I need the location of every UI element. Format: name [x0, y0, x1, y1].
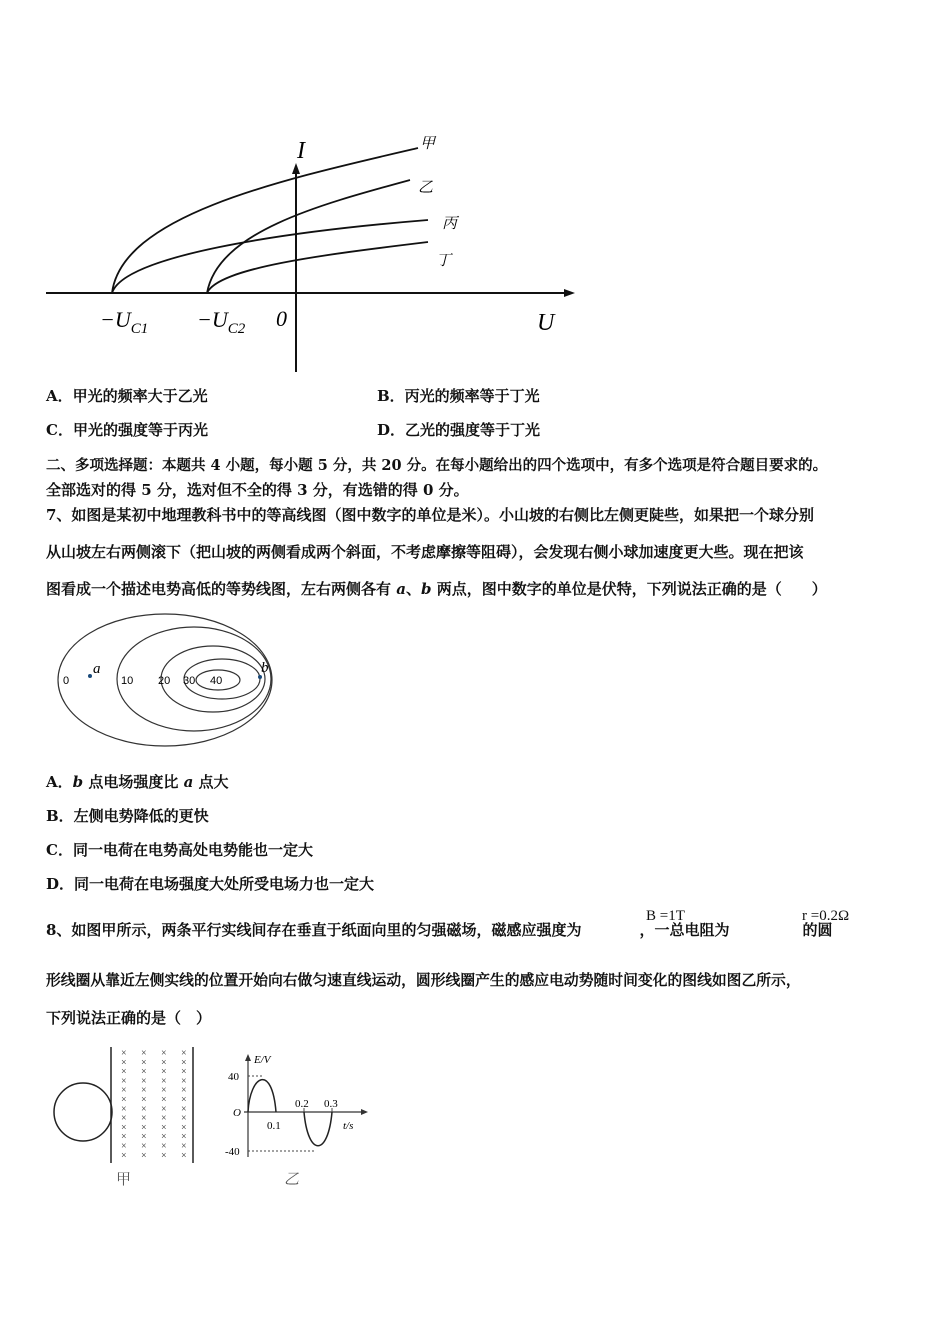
curve-label-ding: 丁 — [436, 253, 452, 269]
origin-o: O — [233, 1107, 241, 1119]
field-mark: × — [141, 1057, 147, 1069]
field-mark: × — [141, 1094, 147, 1106]
iu-graph — [0, 0, 950, 380]
q7-option-d: D．同一电荷在电场强度大处所受电场力也一定大 — [46, 875, 375, 893]
field-mark: × — [161, 1103, 167, 1115]
neg-uc1-label: $-U_{C1}$ — [100, 307, 149, 337]
figure-yi — [218, 1045, 378, 1190]
e-axis-arrow — [245, 1054, 251, 1061]
field-mark: × — [181, 1122, 187, 1134]
field-mark: × — [181, 1113, 187, 1125]
field-mark: × — [181, 1085, 187, 1097]
curve-label-bing: 丙 — [442, 216, 458, 232]
origin-label: 0 — [276, 306, 287, 331]
contour-label-20: 20 — [158, 675, 171, 687]
tick-label-01: 0.1 — [267, 1120, 281, 1132]
field-mark: × — [141, 1066, 147, 1078]
e-axis-label: E/V — [254, 1054, 271, 1066]
formula-r: r =0.2Ω — [802, 908, 850, 924]
field-mark: × — [141, 1048, 147, 1059]
field-mark: × — [161, 1094, 167, 1106]
q6-option-d: D．乙光的强度等于丁光 — [377, 421, 541, 439]
field-mark: × — [181, 1131, 187, 1143]
section2-line1: 二、多项选择题：本题共 4 小题，每小题 5 分，共 20 分。在每小题给出的四个选项中，有多个选项是符合题目要求的。 — [46, 457, 828, 474]
formula-b: B =1T — [646, 908, 685, 924]
field-mark: × — [121, 1075, 127, 1087]
contour-label-30: 30 — [183, 675, 196, 687]
field-mark: × — [141, 1122, 147, 1134]
q7-line1: 7、如图是某初中地理教科书中的等高线图（图中数字的单位是米）。小山坡的右侧比左侧更陡些，如果把一个球分别 — [46, 506, 814, 524]
q8-line2: 形线圈从靠近左侧实线的位置开始向右做匀速直线运动，圆形线圈产生的感应电动势随时间变化的图线如图乙所示， — [46, 972, 801, 989]
figure-jia — [50, 1045, 210, 1190]
field-mark: × — [181, 1150, 187, 1162]
curve-ding — [207, 242, 428, 293]
point-a-label: a — [93, 661, 101, 677]
field-mark: × — [121, 1150, 127, 1162]
q8-line1: 8、如图甲所示，两条平行实线间存在垂直于纸面向里的匀强磁场，磁感应强度为 ，一总电阻为 的圆 — [46, 921, 833, 939]
field-mark: × — [181, 1066, 187, 1078]
fig-jia-label: 甲 — [116, 1172, 132, 1188]
field-mark: × — [141, 1085, 147, 1097]
field-mark: × — [161, 1048, 167, 1059]
tick-label-neg40: -40 — [225, 1146, 240, 1158]
section2-line2: 全部选对的得 5 分，选对但不全的得 3 分，有选错的得 0 分。 — [46, 481, 469, 499]
i-axis-arrow — [292, 163, 300, 174]
curve-yi — [207, 180, 410, 293]
field-mark: × — [121, 1048, 127, 1059]
field-mark: × — [121, 1122, 127, 1134]
fig-yi-label: 乙 — [284, 1172, 300, 1188]
coil-circle — [54, 1083, 112, 1141]
tick-label-40: 40 — [228, 1071, 239, 1083]
q7-line3: 图看成一个描述电势高低的等势线图，左右两侧各有 a、b 两点，图中数字的单位是伏特，下列说法正确的是（ ） — [46, 580, 827, 598]
field-mark: × — [161, 1066, 167, 1078]
field-mark: × — [161, 1057, 167, 1069]
field-mark: × — [181, 1075, 187, 1087]
point-a-dot — [88, 674, 92, 678]
field-mark: × — [121, 1094, 127, 1106]
field-mark: × — [181, 1103, 187, 1115]
u-axis-label: U — [537, 310, 555, 336]
field-mark: × — [121, 1131, 127, 1143]
t-axis-label: t/s — [343, 1120, 354, 1132]
field-mark: × — [181, 1141, 187, 1152]
field-mark: × — [121, 1113, 127, 1125]
field-mark: × — [181, 1094, 187, 1106]
neg-uc2-label: $-U_{C2}$ — [197, 307, 246, 337]
field-mark: × — [121, 1103, 127, 1115]
field-mark: × — [141, 1075, 147, 1087]
q7-option-b: B．左侧电势降低的更快 — [46, 807, 209, 825]
field-mark: × — [141, 1103, 147, 1115]
q7-line2: 从山坡左右两侧滚下（把山坡的两侧看成两个斜面，不考虑摩擦等阻碍），会发现右侧小球加速度更大些。现在把该 — [46, 543, 804, 561]
field-mark: × — [161, 1131, 167, 1143]
field-mark: × — [161, 1075, 167, 1087]
field-mark: × — [141, 1131, 147, 1143]
field-marks — [121, 1048, 187, 1161]
field-mark: × — [141, 1150, 147, 1162]
tick-label-02: 0.2 — [295, 1098, 309, 1110]
tick-label-03: 0.3 — [324, 1098, 338, 1110]
curve-jia — [112, 148, 418, 293]
point-b-label: b — [261, 660, 269, 676]
field-mark: × — [161, 1122, 167, 1134]
emf-negative-half — [304, 1112, 332, 1146]
contour-map — [50, 612, 290, 762]
field-mark: × — [181, 1057, 187, 1069]
field-mark: × — [181, 1048, 187, 1059]
field-mark: × — [141, 1113, 147, 1125]
field-mark: × — [121, 1141, 127, 1152]
contour-label-0: 0 — [63, 675, 70, 687]
q8-line3: 下列说法正确的是（ ） — [46, 1009, 212, 1027]
q7-option-a: A．b 点电场强度比 a 点大 — [46, 773, 229, 791]
emf-positive-half — [248, 1080, 276, 1112]
q6-option-a: A．甲光的频率大于乙光 — [46, 387, 208, 405]
field-mark: × — [121, 1085, 127, 1097]
contour-label-10: 10 — [121, 675, 134, 687]
contour-label-40: 40 — [210, 675, 223, 687]
field-mark: × — [161, 1141, 167, 1152]
t-axis-arrow — [361, 1109, 368, 1115]
u-axis-arrow — [564, 289, 575, 297]
field-mark: × — [161, 1113, 167, 1125]
field-mark: × — [121, 1057, 127, 1069]
curve-label-jia: 甲 — [420, 136, 436, 152]
field-mark: × — [141, 1141, 147, 1152]
curve-label-yi: 乙 — [418, 180, 434, 196]
q7-option-c: C．同一电荷在电势高处电势能也一定大 — [46, 841, 313, 859]
field-mark: × — [161, 1150, 167, 1162]
field-mark: × — [121, 1066, 127, 1078]
q6-option-c: C．甲光的强度等于丙光 — [46, 421, 208, 439]
q6-option-b: B．丙光的频率等于丁光 — [377, 387, 540, 405]
field-mark: × — [161, 1085, 167, 1097]
i-axis-label: I — [297, 138, 305, 164]
